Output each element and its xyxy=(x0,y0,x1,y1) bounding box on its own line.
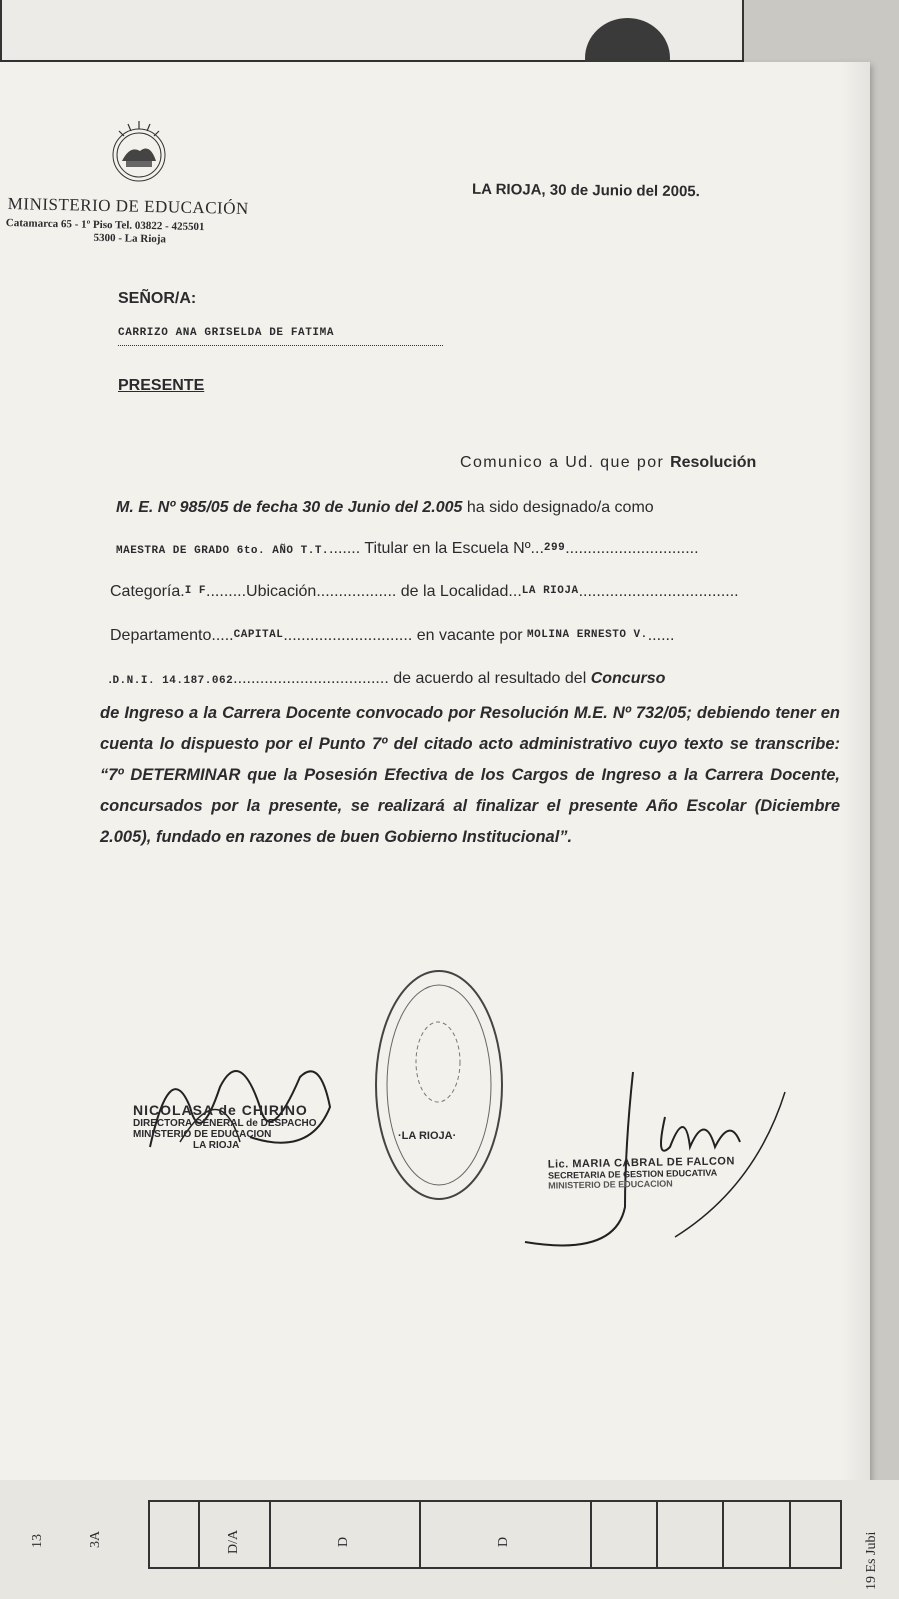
side-label-13: 13 xyxy=(30,1534,45,1548)
body-line-4: Categoría.I F.........Ubicación.................. de la Localidad...LA RIOJA.................................... xyxy=(110,583,739,600)
grid-cell xyxy=(150,1502,200,1567)
grid-cell xyxy=(658,1502,724,1567)
grid-cell xyxy=(724,1502,790,1567)
resolution-paragraph: de Ingreso a la Carrera Docente convocado por Resolución M.E. Nº 732/05; debiendo tener en cuenta lo dispuesto por el Punto 7º del citado acto administrativo cuyo texto se transcribe: “7º DETERMINAR que la Posesión Efectiva de los Cargos de Ingreso a la Carrera Docente, concursados por la presente, se realizará al finalizar el presente Año Escolar (Diciembre 2.005), fundado en razones de buen Gobierno Institucional”. xyxy=(100,704,840,846)
grid-cell xyxy=(791,1502,840,1567)
body-line-5: Departamento.....CAPITAL............................. en vacante por MOLINA ERNESTO V....... xyxy=(110,627,675,644)
right-margin-text: 19 Es Jubi xyxy=(864,1531,879,1590)
grid-cell: D/A xyxy=(200,1502,271,1567)
body-line-2: M. E. Nº 985/05 de fecha 30 de Junio del 2.005 ha sido designado/a como xyxy=(116,499,654,516)
seal-text: ·LA RIOJA· xyxy=(398,1130,457,1142)
grid-cell xyxy=(592,1502,658,1567)
document-page xyxy=(0,62,870,1492)
grid-cell: D xyxy=(271,1502,421,1567)
ministry-address xyxy=(5,217,275,249)
address-line-2: 5300 - La Rioja xyxy=(93,231,167,246)
coat-of-arms-logo xyxy=(108,117,170,189)
body-line-1: Comunico a Ud. que por Resolución xyxy=(460,454,757,471)
body-line-6: .D.N.I. 14.187.062................................... de acuerdo al resultado del Concurso xyxy=(108,670,666,687)
signature-block-right: Lic. MARIA CABRAL DE FALCON SECRETARIA DE GESTION EDUCATIVA MINISTERIO DE EDUCACION xyxy=(547,1155,735,1191)
signature-block-left: NICOLASA de CHIRINO DIRECTORA GENERAL de DESPACHO MINISTERIO DE EDUCACION LA RIOJA xyxy=(133,1102,317,1151)
side-label-3a: 3A xyxy=(88,1530,103,1548)
recipient-name: CARRIZO ANA GRISELDA DE FATIMA xyxy=(118,327,443,346)
address-line-1: Catamarca 65 - 1º Piso Tel. 03822 - 425501 xyxy=(5,217,205,234)
salutation: SEÑOR/A: xyxy=(118,290,197,307)
presente-heading: PRESENTE xyxy=(118,377,205,394)
date-line: LA RIOJA, 30 de Junio del 2005. xyxy=(471,180,700,201)
form-grid xyxy=(148,1500,842,1569)
official-seal xyxy=(372,967,507,1207)
body-line-3: MAESTRA DE GRADO 6to. AÑO T.T........ Titular en la Escuela Nº...299.............................. xyxy=(116,540,699,557)
ministry-name: MINISTERIO DE EDUCACIÓN xyxy=(7,194,249,219)
grid-cell: D xyxy=(421,1502,591,1567)
